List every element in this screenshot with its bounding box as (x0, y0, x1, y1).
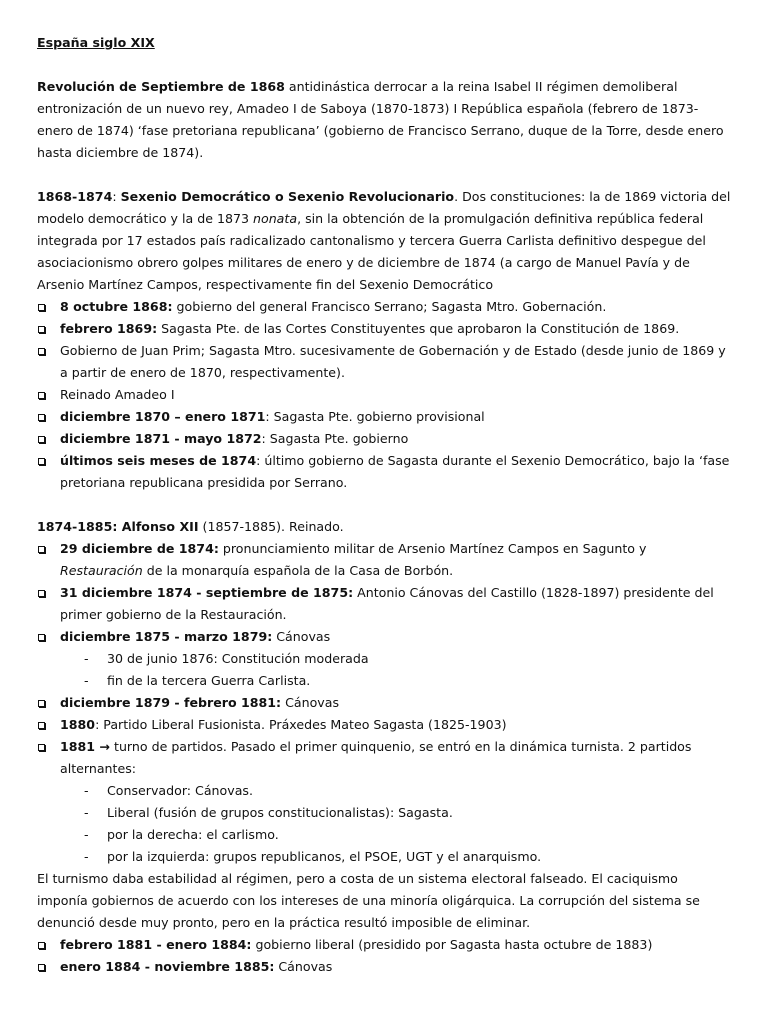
bold-term: diciembre 1871 - mayo 1872 (60, 431, 262, 446)
square-bullet-icon (38, 458, 45, 465)
paragraph-text: antidinástica derrocar a la reina Isabel II régimen demoliberal entronización de un nuevo rey, Amadeo I de Saboya (1870-1873) I República española (febrero de 1873-enero de 1874) ‘fase pretoriana republicana’ (gobierno de Francisco Serrano, duque de la Torre, desde enero hasta diciembre de 1874). (37, 79, 724, 160)
item-text: por la derecha: el carlismo. (107, 827, 279, 842)
sexenio-bullet-list (37, 296, 732, 494)
paragraph-revolucion-1868 (37, 76, 732, 164)
separator-text: : (112, 189, 121, 204)
dash-bullet: - (84, 849, 89, 864)
list-item (37, 538, 732, 582)
list-item (37, 384, 732, 406)
paragraph-text: (1857-1885). Reinado. (198, 519, 344, 534)
item-text: turno de partidos. Pasado el primer quinquenio, se entró en la dinámica turnista. 2 partidos alternantes: (60, 739, 692, 776)
list-item (37, 406, 732, 428)
item-text: Cánovas (272, 629, 331, 644)
dash-item (37, 780, 732, 802)
document-title: España siglo XIX (37, 35, 155, 50)
item-text: de la monarquía española de la Casa de Borbón. (142, 563, 454, 578)
dash-list (37, 780, 732, 868)
bold-term: diciembre 1879 - febrero 1881: (60, 695, 282, 710)
square-bullet-icon (38, 326, 45, 333)
bold-term: Revolución de Septiembre de 1868 (37, 79, 285, 94)
paragraph-turnismo: El turnismo daba estabilidad al régimen, pero a costa de un sistema electoral falseado. El caciquismo imponía gobiernos de acuerdo con los intereses de una minoría oligárquica. La corrupción del sistema se denunció desde muy pronto, pero en la práctica resultó imposible de eliminar. (37, 871, 700, 930)
bold-term: febrero 1869: (60, 321, 158, 336)
square-bullet-icon (38, 634, 45, 641)
list-item (37, 626, 732, 648)
list-item (37, 296, 732, 318)
item-text: gobierno del general Francisco Serrano; Sagasta Mtro. Gobernación. (172, 299, 607, 314)
list-item (37, 318, 732, 340)
item-text: : Sagasta Pte. gobierno provisional (265, 409, 485, 424)
item-text: Conservador: Cánovas. (107, 783, 253, 798)
item-text: : Sagasta Pte. gobierno (261, 431, 409, 446)
list-item (37, 428, 732, 450)
bold-term: 29 diciembre de 1874: (60, 541, 219, 556)
bold-term: enero 1884 - noviembre 1885: (60, 959, 275, 974)
item-text: Cánovas (281, 695, 340, 710)
item-text: 30 de junio 1876: Constitución moderada (107, 651, 369, 666)
item-text: : Partido Liberal Fusionista. Práxedes Mateo Sagasta (1825-1903) (95, 717, 507, 732)
item-text: gobierno liberal (presidido por Sagasta hasta octubre de 1883) (251, 937, 653, 952)
item-text: pronunciamiento militar de Arsenio Martínez Campos en Sagunto y (218, 541, 647, 556)
dash-item (37, 648, 732, 670)
square-bullet-icon (38, 964, 45, 971)
spacer (37, 164, 732, 186)
square-bullet-icon (38, 700, 45, 707)
item-text: Gobierno de Juan Prim; Sagasta Mtro. sucesivamente de Gobernación y de Estado (desde junio de 1869 y a partir de enero de 1870, respectivamente). (60, 343, 726, 380)
bold-term: 1880 (60, 717, 96, 732)
bold-term: 1868-1874 (37, 189, 113, 204)
bold-term: 31 diciembre 1874 - septiembre de 1875: (60, 585, 354, 600)
paragraph-alfonso-xii (37, 516, 732, 538)
square-bullet-icon (38, 414, 45, 421)
square-bullet-icon (38, 348, 45, 355)
paragraph-text: , sin la obtención de la promulgación definitiva república federal integrada por 17 estados país radicalizado cantonalismo y tercera Guerra Carlista definitivo despegue del asociacionismo obrero golpes militares de enero y de diciembre de 1874 (a cargo de Manuel Pavía y de Arsenio Martínez Campos, respectivamente fin del Sexenio Democrático (37, 211, 706, 292)
dash-item (37, 670, 732, 692)
list-item (37, 934, 732, 956)
list-item (37, 450, 732, 494)
square-bullet-icon (38, 392, 45, 399)
bold-term: últimos seis meses de 1874 (60, 453, 257, 468)
square-bullet-icon (38, 744, 45, 751)
dash-item (37, 846, 732, 868)
dash-list (37, 648, 732, 692)
bold-term: Sexenio Democrático o Sexenio Revolucionario (120, 189, 455, 204)
paragraph-sexenio (37, 186, 732, 296)
italic-term: nonata (253, 211, 298, 226)
dash-bullet: - (84, 783, 89, 798)
item-text: Liberal (fusión de grupos constitucionalistas): Sagasta. (107, 805, 453, 820)
italic-term: Restauración (60, 563, 143, 578)
square-bullet-icon (38, 436, 45, 443)
dash-bullet: - (84, 673, 89, 688)
dash-bullet: - (84, 827, 89, 842)
list-item (37, 956, 732, 978)
bold-term: diciembre 1870 – enero 1871 (60, 409, 266, 424)
square-bullet-icon (38, 942, 45, 949)
item-text: por la izquierda: grupos republicanos, el PSOE, UGT y el anarquismo. (107, 849, 542, 864)
list-item (37, 692, 732, 714)
spacer (37, 494, 732, 516)
spacer (37, 54, 732, 76)
dash-bullet: - (84, 651, 89, 666)
bold-term: febrero 1881 - enero 1884: (60, 937, 252, 952)
bold-term: 1874-1885: Alfonso XII (37, 519, 199, 534)
bold-term: 1881 → (60, 739, 110, 754)
item-text: fin de la tercera Guerra Carlista. (107, 673, 311, 688)
dash-item (37, 824, 732, 846)
bold-term: 8 octubre 1868: (60, 299, 173, 314)
paragraph-text: . Dos constituciones: la de 1869 victoria del modelo democrático y la de 1873 (37, 189, 731, 226)
item-text: : último gobierno de Sagasta durante el Sexenio Democrático, bajo la ‘fase pretoriana republicana presidida por Serrano. (60, 453, 730, 490)
final-bullet-list (37, 934, 732, 978)
list-item (37, 736, 732, 780)
square-bullet-icon (38, 722, 45, 729)
square-bullet-icon (38, 590, 45, 597)
square-bullet-icon (38, 304, 45, 311)
item-text: Sagasta Pte. de las Cortes Constituyentes que aprobaron la Constitución de 1869. (157, 321, 680, 336)
dash-item (37, 802, 732, 824)
list-item (37, 582, 732, 626)
restauracion-bullet-list (37, 538, 732, 648)
item-text: Antonio Cánovas del Castillo (1828-1897) presidente del primer gobierno de la Restauración. (60, 585, 714, 622)
list-item (37, 340, 732, 384)
list-item (37, 714, 732, 736)
dash-bullet: - (84, 805, 89, 820)
item-text: Reinado Amadeo I (60, 387, 175, 402)
bold-term: diciembre 1875 - marzo 1879: (60, 629, 273, 644)
item-text: Cánovas (274, 959, 333, 974)
square-bullet-icon (38, 546, 45, 553)
restauracion-bullet-list-2 (37, 692, 732, 780)
